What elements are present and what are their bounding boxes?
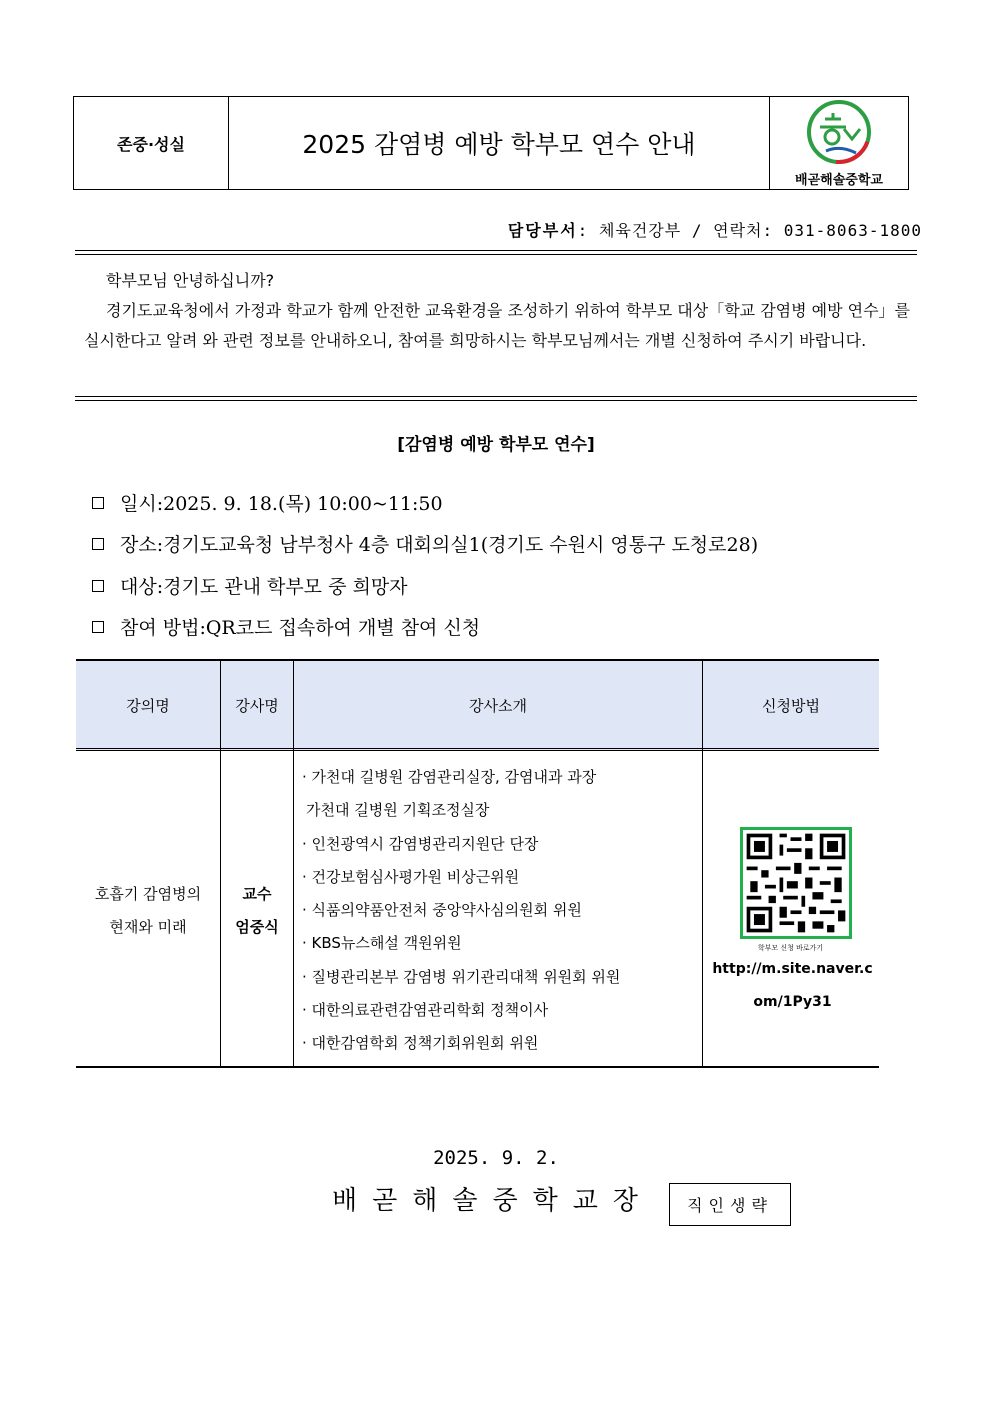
table-bottom-border: [76, 1066, 879, 1068]
bio-line: · 건강보험심사평가원 비상근위원: [302, 867, 520, 886]
checkbox-bullet-icon: [92, 497, 104, 509]
column-divider: [293, 659, 294, 1068]
dept-label: 담당부서: [507, 221, 578, 240]
detail-value: QR코드 접속하여 개별 참여 신청: [205, 617, 481, 639]
section-title: [감염병 예방 학부모 연수]: [397, 435, 595, 455]
qr-caption: 학부모 신청 바로가기: [757, 944, 824, 952]
school-emblem-icon: [770, 97, 908, 169]
intro-body: 경기도교육청에서 가정과 학교가 함께 안전한 교육환경을 조성하기 위하여 학부모 대상「학교 감염병 예방 연수」를 실시한다고 알려 와 관련 정보를 안내하오니, 참여를 희망하시는 학부모님께서는 개별 신청하여 주시기 바랍니다.: [84, 301, 911, 350]
detail-label: 장소:: [120, 534, 164, 556]
detail-target: [92, 572, 408, 599]
col-header-bio: 강사소개: [469, 696, 527, 715]
bio-line: · KBS뉴스해설 객원위원: [302, 934, 462, 953]
contact-line: 담당부서: 체육건강부 / 연락처: 031-8063-1800: [507, 221, 922, 240]
detail-value: 2025. 9. 18.(목) 10:00~11:50: [163, 493, 443, 515]
detail-label: 대상:: [120, 576, 164, 598]
phone-number: 031-8063-1800: [783, 221, 922, 240]
lecture-title-line: 호흡기 감염병의: [94, 884, 202, 903]
bio-line: · 질병관리본부 감염병 위기관리대책 위원회 위원: [302, 967, 621, 986]
detail-place: [92, 530, 758, 557]
greeting: 학부모님 안녕하십니까?: [106, 271, 275, 290]
apply-url-link[interactable]: http://m.site.naver.com/1Py31: [712, 961, 873, 1010]
issue-date: 2025. 9. 2.: [433, 1147, 559, 1169]
bio-line: · 식품의약품안전처 중앙약사심의원회 위원: [302, 901, 582, 920]
col-header-apply: 신청방법: [762, 696, 820, 715]
checkbox-bullet-icon: [92, 538, 104, 550]
detail-date: [92, 489, 443, 516]
bio-line: · 대한감염학회 정책기회위원회 위원: [302, 1034, 539, 1053]
bio-line: · 인천광역시 감염병관리지원단 단장: [302, 834, 539, 853]
header-box: [73, 96, 909, 190]
school-logo: [770, 97, 908, 189]
col-header-lecture: 강의명: [126, 696, 170, 715]
dept-name: 체육건강부: [598, 221, 682, 240]
detail-value: 경기도 관내 학부모 중 희망자: [163, 576, 408, 598]
detail-label: 참여 방법:: [120, 617, 206, 639]
checkbox-bullet-icon: [92, 621, 104, 633]
instructor-name: 엄중식: [235, 917, 279, 936]
principal-signature: 배곧해솔중학교장: [332, 1186, 653, 1216]
seal-omitted-box: 직인생략: [669, 1183, 791, 1226]
divider-bottom: [75, 396, 917, 401]
instructor-cell: [221, 755, 293, 1066]
instructor-title: 교수: [242, 884, 272, 903]
lecture-title-cell: [76, 755, 220, 1066]
school-motto: 존중·성실: [74, 97, 229, 189]
col-header-instructor: 강사명: [235, 696, 279, 715]
lecture-title-line: 현재와 미래: [109, 917, 187, 936]
bio-line: 가천대 길병원 기획조정실장: [306, 801, 490, 820]
checkbox-bullet-icon: [92, 580, 104, 592]
lecture-table: [76, 659, 879, 1068]
detail-label: 일시:: [120, 493, 164, 515]
bio-line: · 대한의료관련감염관리학회 정책이사: [302, 1001, 549, 1020]
phone-label: 연락처: [713, 221, 763, 240]
divider-top: [75, 250, 917, 255]
detail-value: 경기도교육청 남부청사 4층 대회의실1(경기도 수원시 영통구 도청로28): [163, 534, 759, 556]
detail-method: [92, 613, 480, 640]
qr-code[interactable]: [740, 827, 852, 939]
school-logo-text: 배곧해솔중학교: [795, 173, 883, 188]
intro-text: [84, 266, 910, 356]
qr-code-icon: [743, 830, 849, 936]
apply-method-cell: [702, 755, 879, 1066]
page-title: 2025 감염병 예방 학부모 연수 안내: [229, 97, 770, 189]
instructor-bio-cell: [302, 761, 702, 1061]
bio-line: · 가천대 길병원 감염관리실장, 감염내과 과장: [302, 768, 597, 786]
